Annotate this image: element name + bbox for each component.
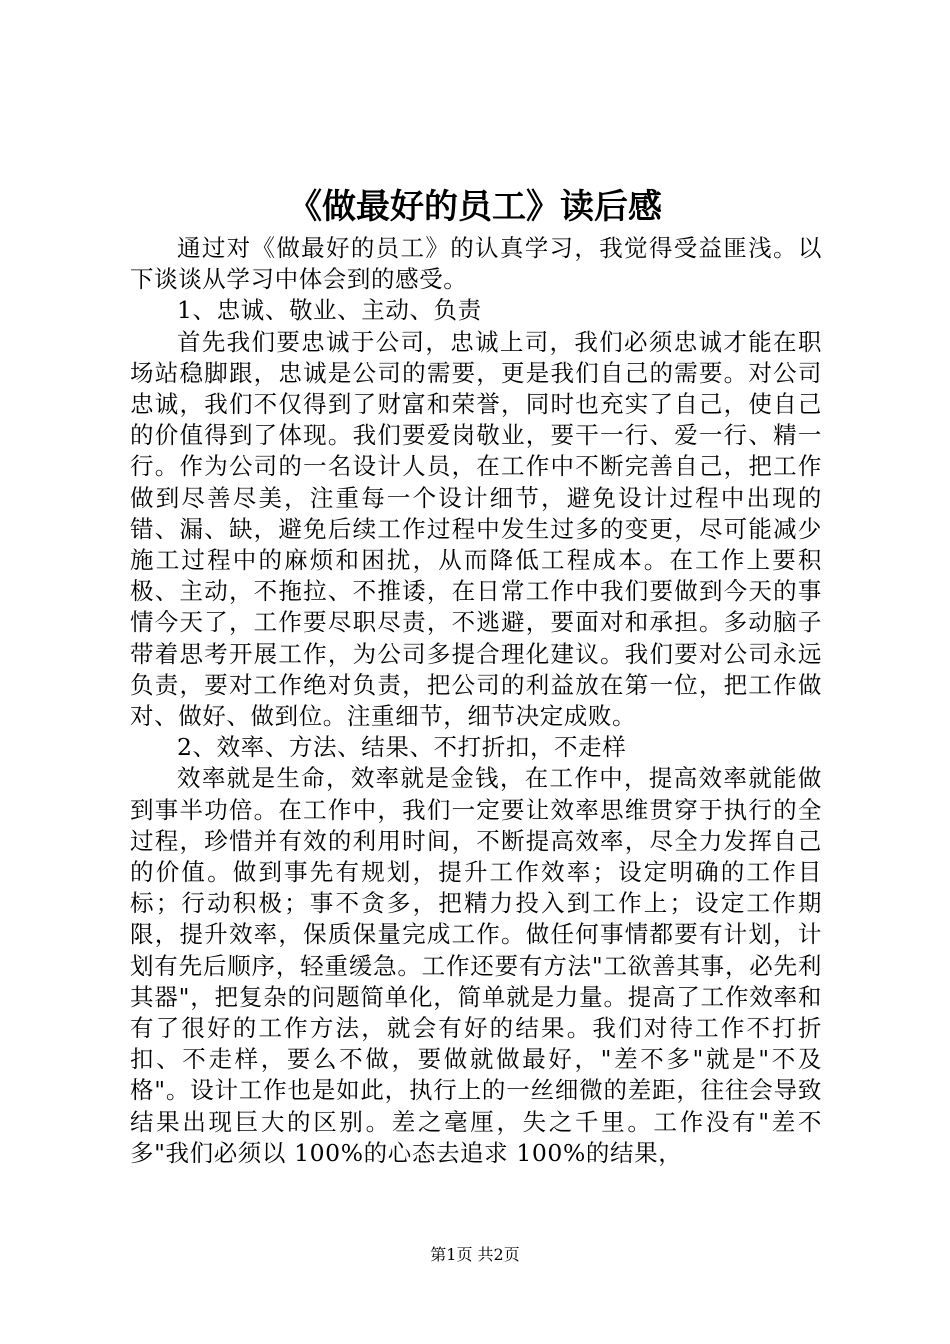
section-1-paragraph: 首先我们要忠诚于公司，忠诚上司，我们必须忠诚才能在职场站稳脚跟，忠诚是公司的需要，更是我们自己的需要。对公司忠诚，我们不仅得到了财富和荣誉，同时也充实了自己，使自己的价值得到了体现。我们要爱岗敬业，要干一行、爱一行、精一行。作为公司的一名设计人员，在工作中不断完善自己，把工作做到尽善尽美，注重每一个设计细节，避免设计过程中出现的错、漏、缺，避免后续工作过程中发生过多的变更，尽可能减少施工过程中的麻烦和困扰，从而降低工程成本。在工作上要积极、主动，不拖拉、不推诿，在日常工作中我们要做到今天的事情今天了，工作要尽职尽责，不逃避，要面对和承担。多动脑子带着思考开展工作，为公司多提合理化建议。我们要对公司永远负责，要对工作绝对负责，把公司的利益放在第一位，把工作做对、做好、做到位。注重细节，细节决定成败。 <box>130 327 822 731</box>
intro-paragraph: 通过对《做最好的员工》的认真学习，我觉得受益匪浅。以下谈谈从学习中体会到的感受。 <box>130 234 822 294</box>
section-heading-2: 2、效率、方法、结果、不打折扣，不走样 <box>177 733 627 762</box>
document-body <box>130 233 822 1169</box>
section-heading-1: 1、忠诚、敬业、主动、负责 <box>177 296 482 325</box>
section-2-paragraph: 效率就是生命，效率就是金钱，在工作中，提高效率就能做到事半功倍。在工作中，我们一定要让效率思维贯穿于执行的全过程，珍惜并有效的利用时间，不断提高效率，尽全力发挥自己的价值。做到事先有规划，提升工作效率；设定明确的工作目标；行动积极；事不贪多，把精力投入到工作上；设定工作期限，提升效率，保质保量完成工作。做任何事情都要有计划，计划有先后顺序，轻重缓急。工作还要有方法"工欲善其事，必先利其器"，把复杂的问题简单化，简单就是力量。提高了工作效率和有了很好的工作方法，就会有好的结果。我们对待工作不打折扣、不走样，要么不做，要做就做最好，"差不多"就是"不及格"。设计工作也是如此，执行上的一丝细微的差距，往往会导致结果出现巨大的区别。差之毫厘，失之千里。工作没有"差不多"我们必须以 100%的心态去追求 100%的结果， <box>130 764 822 1167</box>
document-title: 《做最好的员工》读后感 <box>288 187 662 227</box>
page-footer: 第1页 共2页 <box>430 1245 520 1264</box>
